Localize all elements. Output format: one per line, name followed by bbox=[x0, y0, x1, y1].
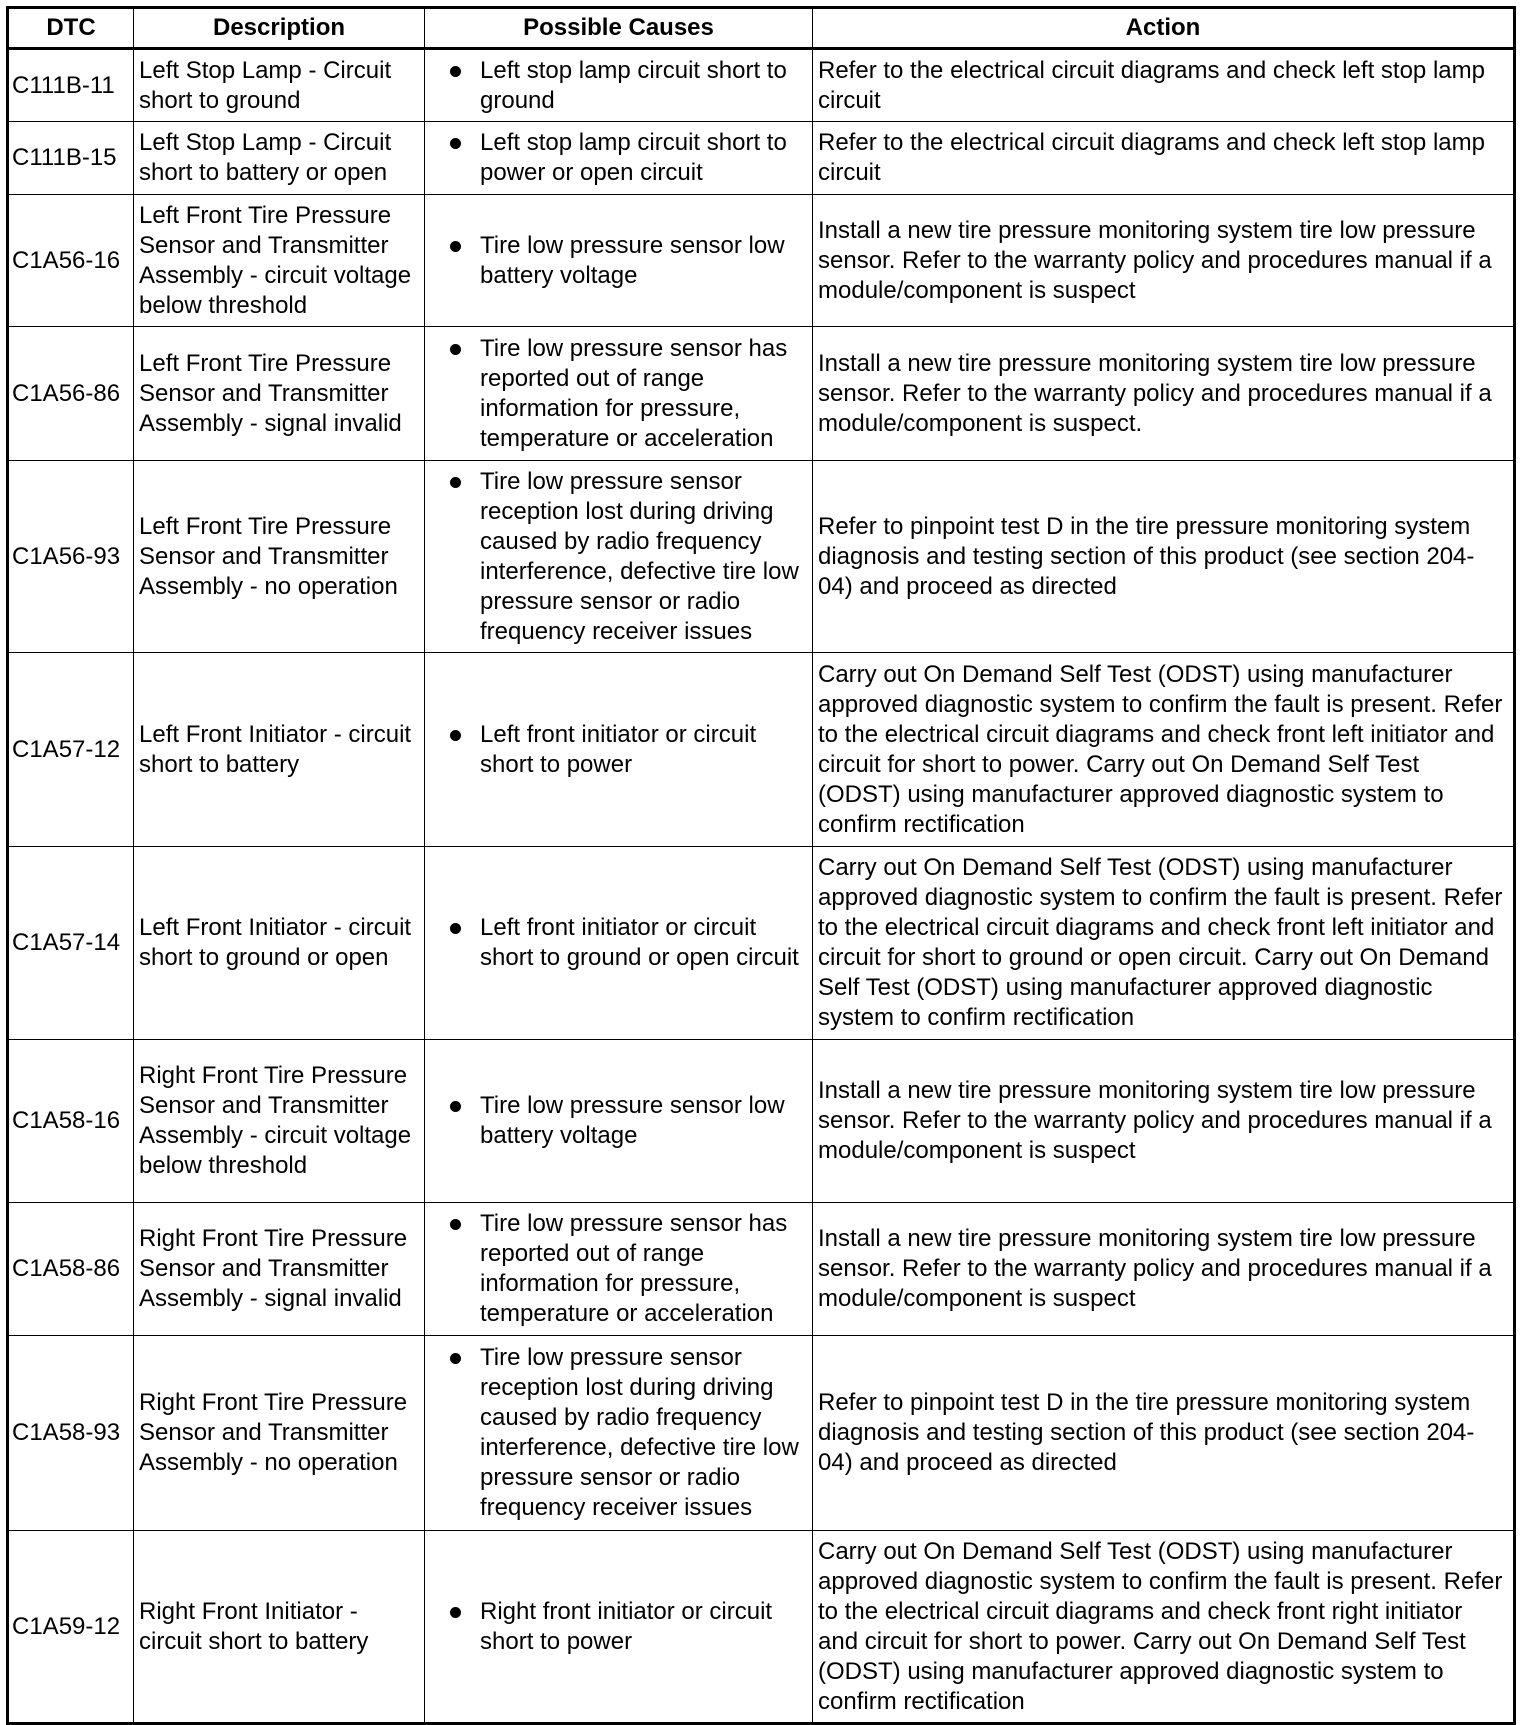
possible-causes bbox=[425, 49, 813, 122]
action: Install a new tire pressure monitoring system tire low pressure sensor. Refer to the warranty policy and procedures manual if a module/component is suspect bbox=[813, 1203, 1515, 1336]
possible-causes bbox=[425, 327, 813, 461]
action: Refer to the electrical circuit diagrams and check left stop lamp circuit bbox=[813, 122, 1515, 195]
dtc-table bbox=[6, 6, 1516, 1725]
table-row bbox=[8, 1531, 1515, 1724]
dtc-code: C1A56-93 bbox=[8, 461, 134, 653]
cause-bullet: Tire low pressure sensor has reported out of range information for pressure, temperature or acceleration bbox=[480, 1209, 807, 1329]
table-row bbox=[8, 461, 1515, 653]
action: Carry out On Demand Self Test (ODST) using manufacturer approved diagnostic system to confirm the fault is present. Refer to the electrical circuit diagrams and check front left initiator and circuit for short to ground or open circuit. Carry out On Demand Self Test (ODST) using manufacturer approved diagnostic system to confirm rectification bbox=[813, 847, 1515, 1040]
description: Left Front Tire Pressure Sensor and Transmitter Assembly - signal invalid bbox=[134, 327, 425, 461]
table-row bbox=[8, 1203, 1515, 1336]
header-description: Description bbox=[134, 8, 425, 49]
description: Right Front Initiator - circuit short to battery bbox=[134, 1531, 425, 1724]
action: Refer to the electrical circuit diagrams and check left stop lamp circuit bbox=[813, 49, 1515, 122]
description: Left Front Tire Pressure Sensor and Transmitter Assembly - no operation bbox=[134, 461, 425, 653]
possible-causes bbox=[425, 461, 813, 653]
table-row bbox=[8, 1336, 1515, 1531]
possible-causes bbox=[425, 1040, 813, 1203]
action: Carry out On Demand Self Test (ODST) using manufacturer approved diagnostic system to confirm the fault is present. Refer to the electrical circuit diagrams and check front right initiator and circuit for short to power. Carry out On Demand Self Test (ODST) using manufacturer approved diagnostic system to confirm rectification bbox=[813, 1531, 1515, 1724]
dtc-code: C1A59-12 bbox=[8, 1531, 134, 1724]
header-dtc: DTC bbox=[8, 8, 134, 49]
dtc-code: C111B-15 bbox=[8, 122, 134, 195]
dtc-code: C1A58-93 bbox=[8, 1336, 134, 1531]
description: Left Front Initiator - circuit short to ground or open bbox=[134, 847, 425, 1040]
header-action: Action bbox=[813, 8, 1515, 49]
dtc-code: C1A57-12 bbox=[8, 653, 134, 847]
description: Right Front Tire Pressure Sensor and Transmitter Assembly - no operation bbox=[134, 1336, 425, 1531]
cause-bullet: Left stop lamp circuit short to power or open circuit bbox=[480, 128, 807, 188]
header-possible-causes: Possible Causes bbox=[425, 8, 813, 49]
dtc-code: C1A57-14 bbox=[8, 847, 134, 1040]
table-row bbox=[8, 327, 1515, 461]
table-row bbox=[8, 653, 1515, 847]
dtc-code: C1A56-86 bbox=[8, 327, 134, 461]
cause-bullet: Tire low pressure sensor reception lost during driving caused by radio frequency interference, defective tire low pressure sensor or radio frequency receiver issues bbox=[480, 1343, 807, 1523]
header-row bbox=[8, 8, 1515, 49]
possible-causes bbox=[425, 195, 813, 327]
cause-bullet: Left front initiator or circuit short to ground or open circuit bbox=[480, 913, 807, 973]
description: Left Front Initiator - circuit short to battery bbox=[134, 653, 425, 847]
cause-bullet: Left stop lamp circuit short to ground bbox=[480, 56, 807, 116]
description: Right Front Tire Pressure Sensor and Transmitter Assembly - circuit voltage below threshold bbox=[134, 1040, 425, 1203]
action: Install a new tire pressure monitoring system tire low pressure sensor. Refer to the warranty policy and procedures manual if a module/component is suspect bbox=[813, 195, 1515, 327]
possible-causes bbox=[425, 122, 813, 195]
action: Refer to pinpoint test D in the tire pressure monitoring system diagnosis and testing section of this product (see section 204-04) and proceed as directed bbox=[813, 1336, 1515, 1531]
cause-bullet: Tire low pressure sensor low battery voltage bbox=[480, 231, 807, 291]
description: Right Front Tire Pressure Sensor and Transmitter Assembly - signal invalid bbox=[134, 1203, 425, 1336]
description: Left Stop Lamp - Circuit short to battery or open bbox=[134, 122, 425, 195]
dtc-code: C1A58-16 bbox=[8, 1040, 134, 1203]
dtc-code: C111B-11 bbox=[8, 49, 134, 122]
dtc-code: C1A56-16 bbox=[8, 195, 134, 327]
cause-bullet: Right front initiator or circuit short to power bbox=[480, 1597, 807, 1657]
possible-causes bbox=[425, 653, 813, 847]
table-row bbox=[8, 122, 1515, 195]
description: Left Stop Lamp - Circuit short to ground bbox=[134, 49, 425, 122]
action: Refer to pinpoint test D in the tire pressure monitoring system diagnosis and testing section of this product (see section 204-04) and proceed as directed bbox=[813, 461, 1515, 653]
cause-bullet: Tire low pressure sensor low battery voltage bbox=[480, 1091, 807, 1151]
action: Install a new tire pressure monitoring system tire low pressure sensor. Refer to the warranty policy and procedures manual if a module/component is suspect bbox=[813, 1040, 1515, 1203]
table-row bbox=[8, 195, 1515, 327]
cause-bullet: Tire low pressure sensor reception lost during driving caused by radio frequency interference, defective tire low pressure sensor or radio frequency receiver issues bbox=[480, 467, 807, 647]
possible-causes bbox=[425, 1531, 813, 1724]
table-row bbox=[8, 847, 1515, 1040]
action: Carry out On Demand Self Test (ODST) using manufacturer approved diagnostic system to confirm the fault is present. Refer to the electrical circuit diagrams and check front left initiator and circuit for short to power. Carry out On Demand Self Test (ODST) using manufacturer approved diagnostic system to confirm rectification bbox=[813, 653, 1515, 847]
possible-causes bbox=[425, 1336, 813, 1531]
table-row bbox=[8, 49, 1515, 122]
possible-causes bbox=[425, 1203, 813, 1336]
description: Left Front Tire Pressure Sensor and Transmitter Assembly - circuit voltage below threshold bbox=[134, 195, 425, 327]
cause-bullet: Tire low pressure sensor has reported out of range information for pressure, temperature or acceleration bbox=[480, 334, 807, 454]
action: Install a new tire pressure monitoring system tire low pressure sensor. Refer to the warranty policy and procedures manual if a module/component is suspect. bbox=[813, 327, 1515, 461]
table-row bbox=[8, 1040, 1515, 1203]
possible-causes bbox=[425, 847, 813, 1040]
cause-bullet: Left front initiator or circuit short to power bbox=[480, 720, 807, 780]
dtc-code: C1A58-86 bbox=[8, 1203, 134, 1336]
